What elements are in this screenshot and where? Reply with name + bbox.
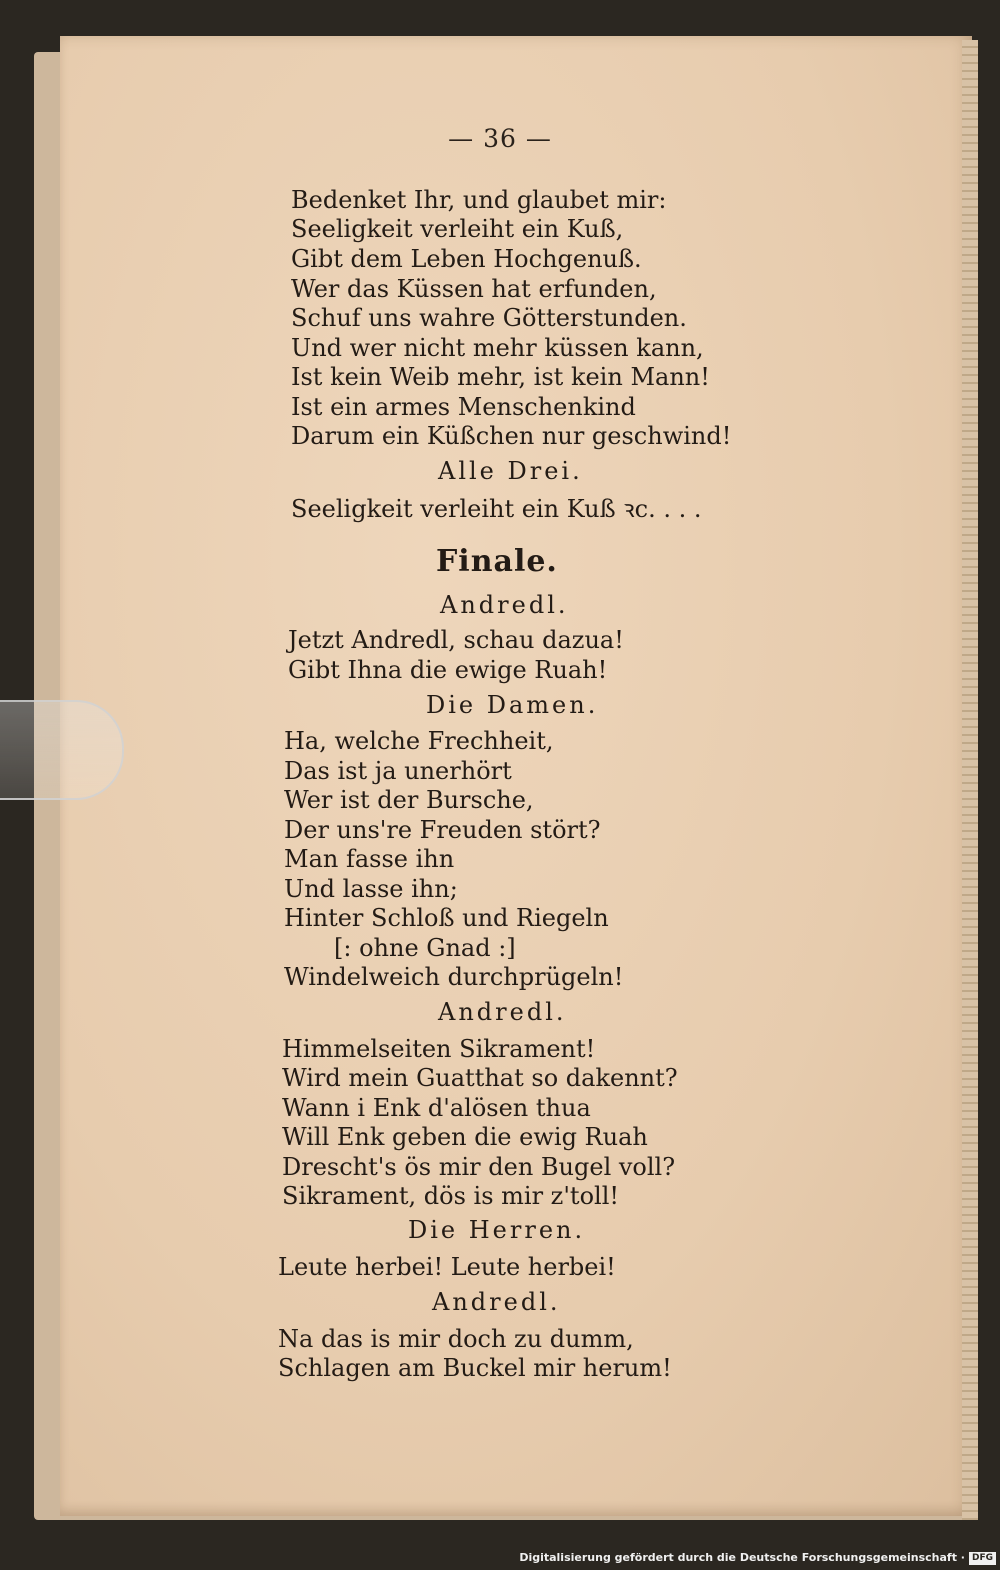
verse-line: Sikrament, dös is mir z'toll! <box>282 1182 620 1210</box>
paper-clip <box>0 700 124 800</box>
page-edge <box>962 40 978 1520</box>
verse-line: Gibt Ihna die ewige Ruah! <box>288 656 608 684</box>
verse-line: Der uns're Freuden stört? <box>284 816 601 844</box>
speaker-name: Andredl. <box>440 591 569 619</box>
speaker-name: Andredl. <box>438 998 567 1026</box>
verse-line: Ha, welche Frechheit, <box>284 727 554 755</box>
verse-line: Ist ein armes Menschenkind <box>291 393 636 421</box>
verse-line: Schuf uns wahre Götterstunden. <box>291 304 687 332</box>
verse-line: Ist kein Weib mehr, ist kein Mann! <box>291 363 710 391</box>
verse-line: Hinter Schloß und Riegeln <box>284 904 609 932</box>
dfg-logo: DFG <box>969 1552 996 1565</box>
footer-text: Digitalisierung gefördert durch die Deutsche Forschungsgemeinschaft · <box>519 1551 965 1564</box>
verse-line: Das ist ja unerhört <box>284 757 512 785</box>
verse-line: Seeligkeit verleiht ein Kuß ꝛc. . . . <box>291 495 702 523</box>
verse-line: Bedenket Ihr, und glaubet mir: <box>291 186 667 214</box>
digitization-footer <box>519 1548 996 1568</box>
speaker-name: Alle Drei. <box>438 457 583 485</box>
section-heading: Finale. <box>436 544 558 579</box>
verse-line: Na das is mir doch zu dumm, <box>278 1325 634 1353</box>
verse-line: Wer ist der Bursche, <box>284 786 534 814</box>
verse-line: Schlagen am Buckel mir herum! <box>278 1354 672 1382</box>
speaker-name: Andredl. <box>432 1288 561 1316</box>
verse-line: Leute herbei! Leute herbei! <box>278 1253 616 1281</box>
verse-line: Man fasse ihn <box>284 845 455 873</box>
verse-line: Seeligkeit verleiht ein Kuß, <box>291 215 624 243</box>
verse-line: Jetzt Andredl, schau dazua! <box>288 626 624 654</box>
verse-line: Wer das Küssen hat erfunden, <box>291 275 657 303</box>
speaker-name: Die Herren. <box>408 1216 586 1244</box>
verse-line: Will Enk geben die ewig Ruah <box>282 1123 648 1151</box>
verse-line: Himmelseiten Sikrament! <box>282 1035 596 1063</box>
verse-line: Und lasse ihn; <box>284 875 458 903</box>
verse-line: Drescht's ös mir den Bugel voll? <box>282 1153 676 1181</box>
verse-line: Wird mein Guatthat so dakennt? <box>282 1064 678 1092</box>
page-number: — 36 — <box>448 124 552 153</box>
verse-line: Gibt dem Leben Hochgenuß. <box>291 245 642 273</box>
verse-line: Und wer nicht mehr küssen kann, <box>291 334 704 362</box>
verse-line: Darum ein Küßchen nur geschwind! <box>291 422 732 450</box>
verse-line: Windelweich durchprügeln! <box>284 963 624 991</box>
speaker-name: Die Damen. <box>426 691 599 719</box>
verse-line: [: ohne Gnad :] <box>334 934 516 962</box>
verse-line: Wann i Enk d'alösen thua <box>282 1094 591 1122</box>
